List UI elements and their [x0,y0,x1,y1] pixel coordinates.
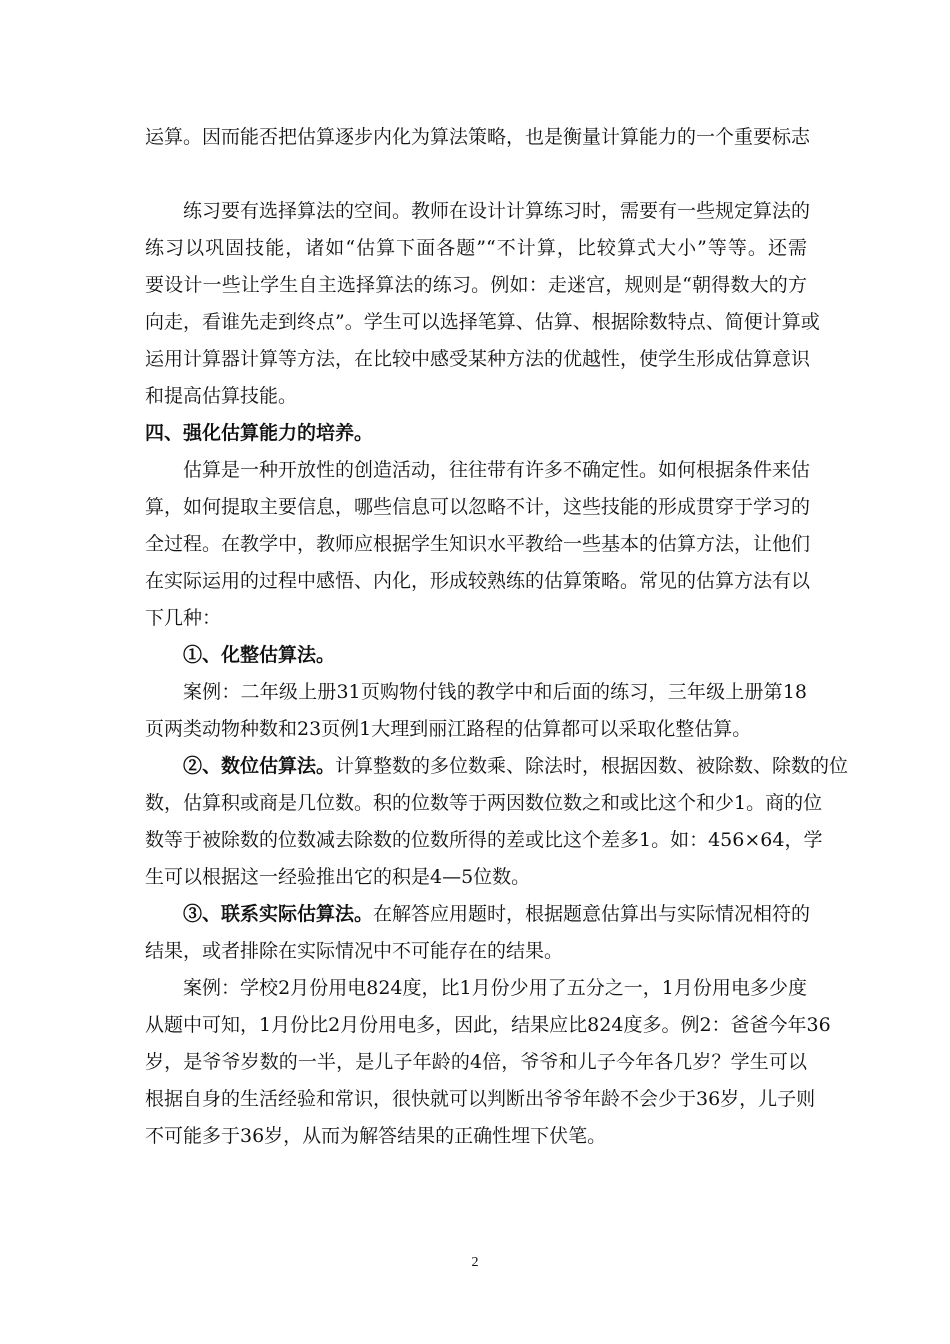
text-line: 练习要有选择算法的空间。教师在设计计算练习时，需要有一些规定算法的 [183,200,811,222]
text-line: 岁，是爷爷岁数的一半，是儿子年龄的4倍，爷爷和儿子今年各几岁？学生可以 [145,1051,807,1073]
text-line: 算，如何提取主要信息，哪些信息可以忽略不计，这些技能的形成贯穿于学习的 [145,496,811,518]
subheading: ②、数位估算法。 [183,755,336,777]
text-line: 结果，或者排除在实际情况中不可能存在的结果。 [145,940,564,962]
text-line: 向走，看谁先走到终点”。学生可以选择笔算、估算、根据除数特点、简便计算或 [145,311,820,333]
subheading: ①、化整估算法。 [183,644,336,666]
text-line: 要设计一些让学生自主选择算法的练习。例如：走迷宫，规则是“朝得数大的方 [145,274,807,296]
text-run: 计算整数的多位数乘、除法时，根据因数、被除数、除数的位 [335,755,849,777]
subheading: ③、联系实际估算法。 [183,903,374,925]
text-line: 在实际运用的过程中感悟、内化，形成较熟练的估算策略。常见的估算方法有以 [145,570,811,592]
page-number: 2 [471,1255,479,1270]
text-line: 下几种： [145,607,222,629]
text-line [145,899,811,929]
text-line [145,751,849,781]
text-line: 案例：学校2月份用电824度，比1月份少用了五分之一，1月份用电多少度 [183,977,807,999]
text-line: 根据自身的生活经验和常识，很快就可以判断出爷爷年龄不会少于36岁，儿子则 [145,1088,816,1110]
text-line: 从题中可知，1月份比2月份用电多，因此，结果应比824度多。例2：爸爸今年36 [145,1014,831,1036]
text-line: 运用计算器计算等方法，在比较中感受某种方法的优越性，使学生形成估算意识 [145,348,811,370]
text-line: 案例：二年级上册31页购物付钱的教学中和后面的练习，三年级上册第18 [183,681,807,703]
text-line: 和提高估算技能。 [145,385,298,407]
text-line: 页两类动物种数和23页例1大理到丽江路程的估算都可以采取化整估算。 [145,718,752,740]
text-line: 运算。因而能否把估算逐步内化为算法策略，也是衡量计算能力的一个重要标志 [145,126,811,148]
text-line: 数，估算积或商是几位数。积的位数等于两因数位数之和或比这个和少1。商的位 [145,792,823,814]
text-run: 在解答应用题时，根据题意估算出与实际情况相符的 [373,903,811,925]
text-line: 数等于被除数的位数减去除数的位数所得的差或比这个差多1。如：456×64，学 [145,829,823,851]
text-line: 练习以巩固技能，诸如“估算下面各题”“不计算，比较算式大小”等等。还需 [145,237,807,259]
section-heading: 四、强化估算能力的培养。 [145,422,374,444]
text-line: 全过程。在教学中，教师应根据学生知识水平教给一些基本的估算方法，让他们 [145,533,811,555]
text-line: 估算是一种开放性的创造活动，往往带有许多不确定性。如何根据条件来估 [183,459,811,481]
text-line: 不可能多于36岁，从而为解答结果的正确性埋下伏笔。 [145,1125,607,1147]
text-line: 生可以根据这一经验推出它的积是4—5位数。 [145,866,531,888]
